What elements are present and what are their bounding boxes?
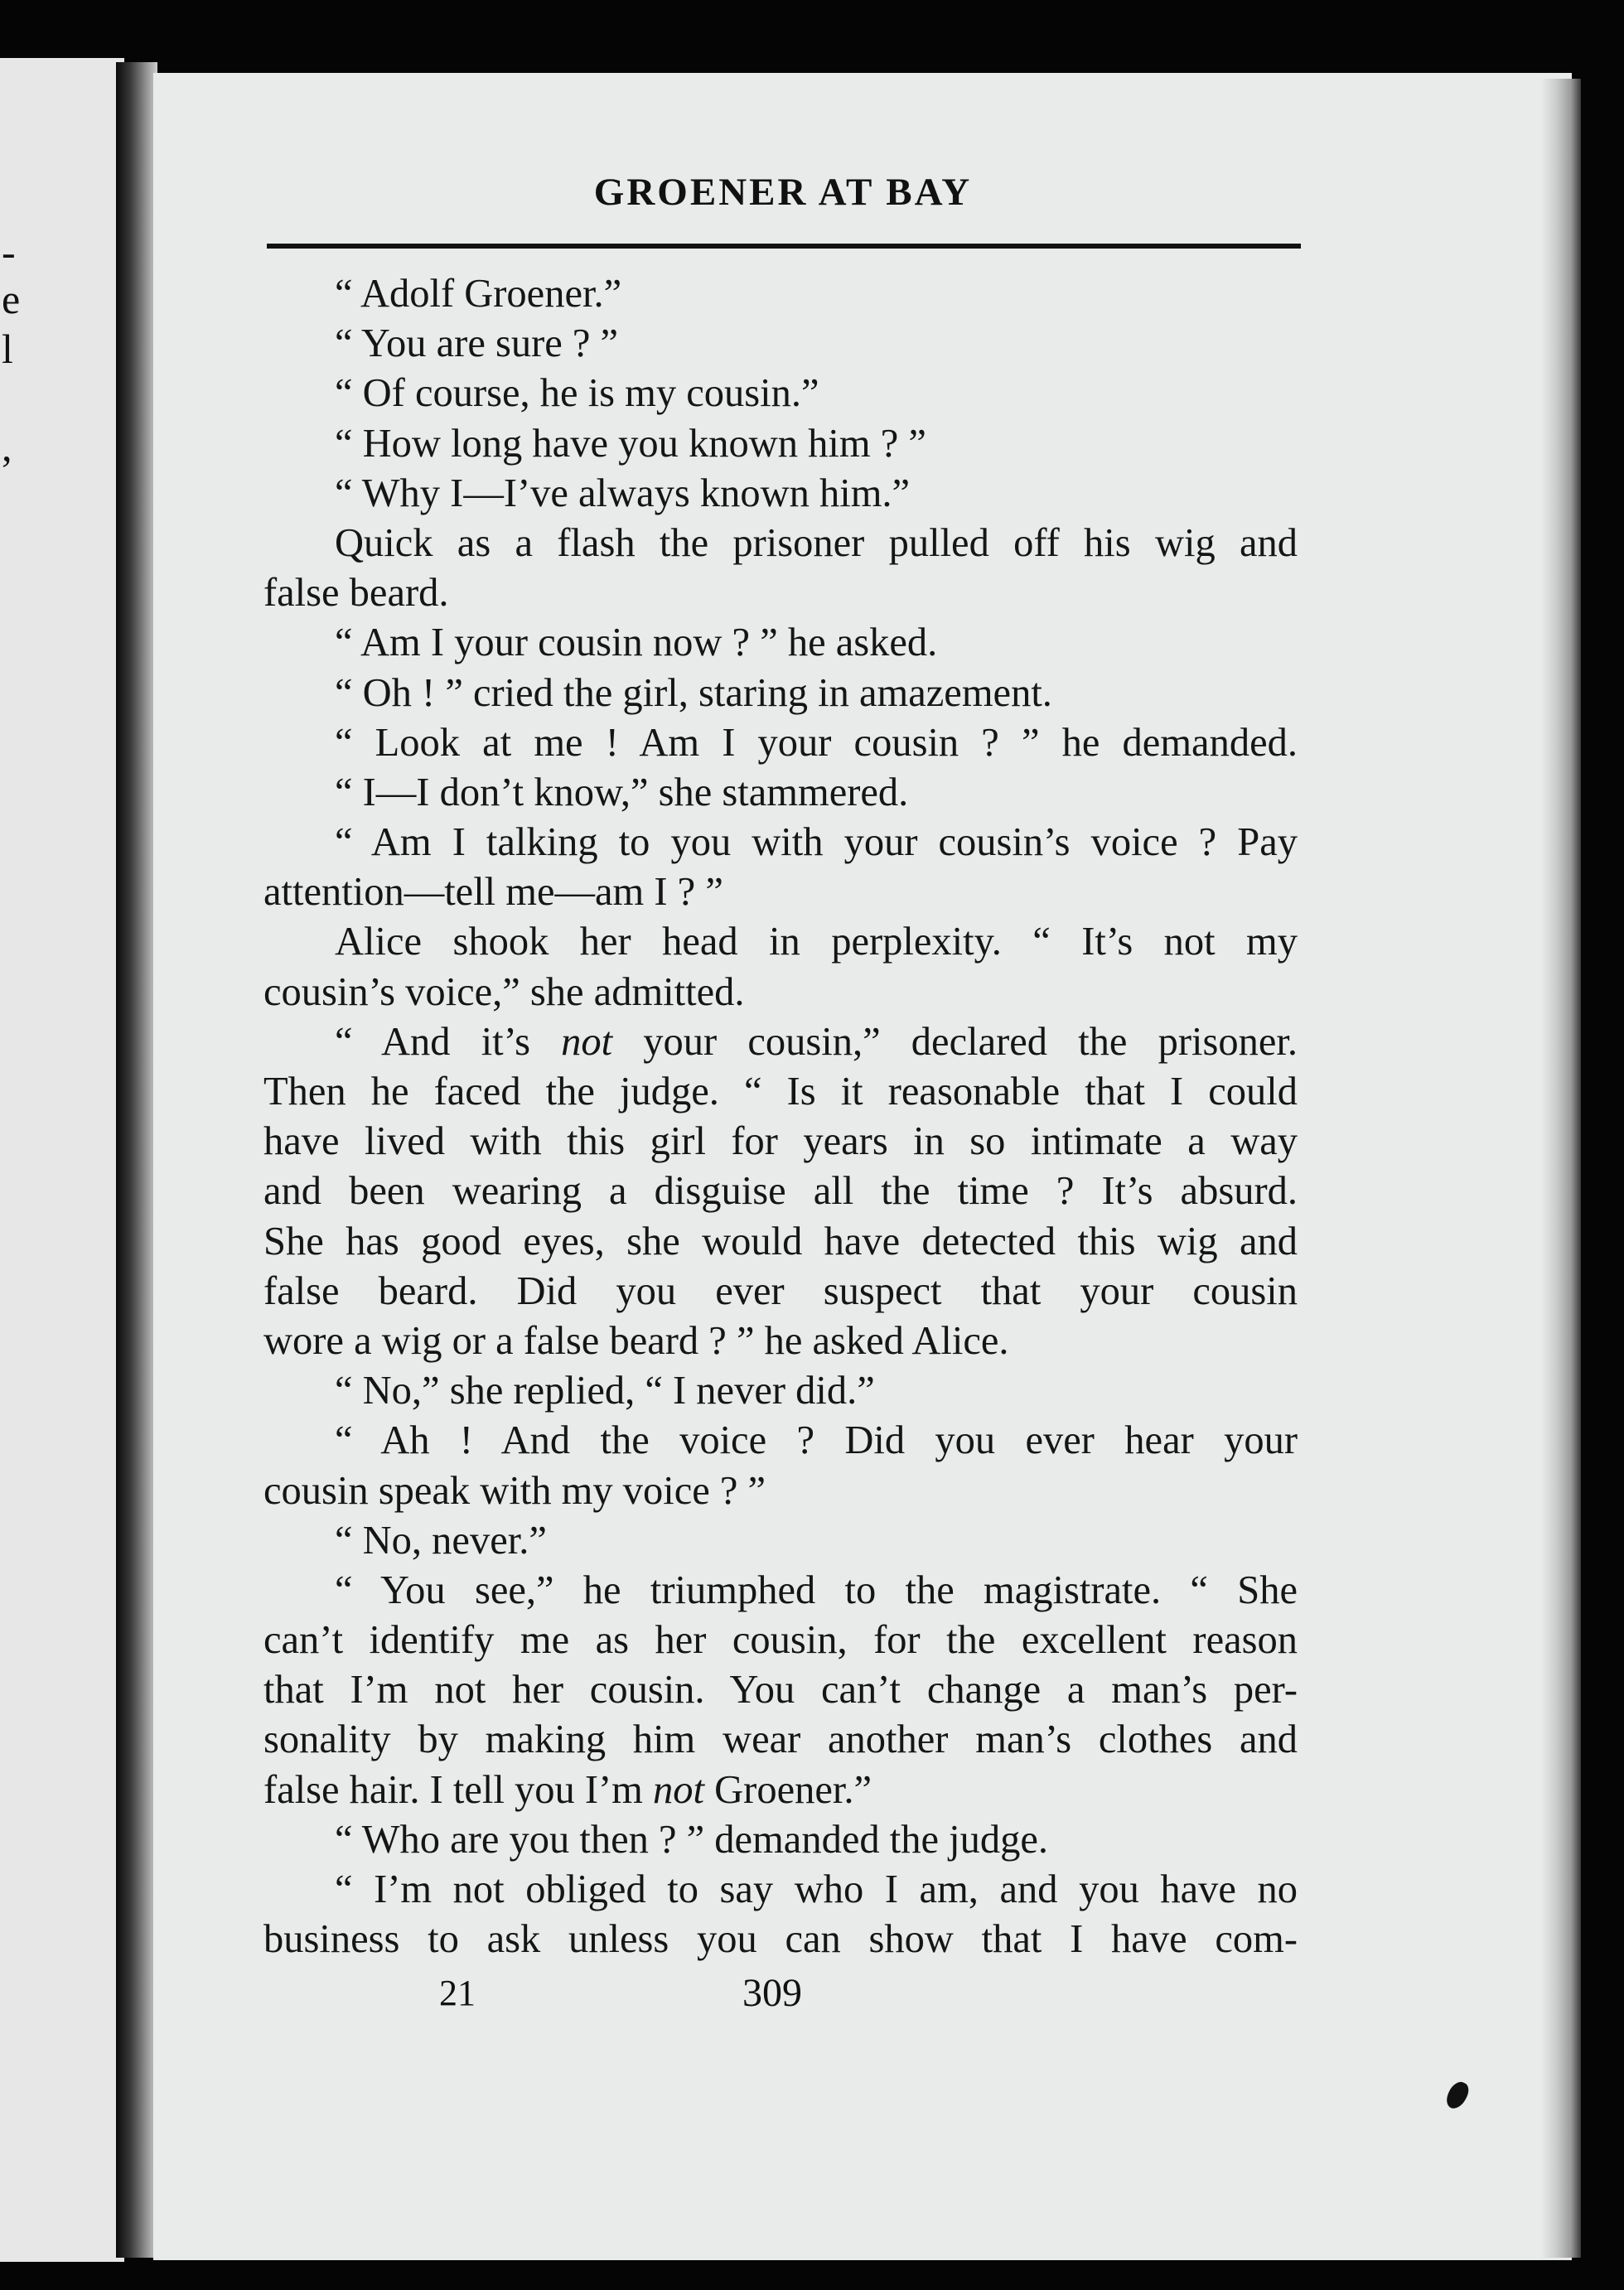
- body-text: [263, 269, 1298, 1964]
- text-line: “ I’m not obliged to say who I am, and you have no: [335, 1867, 1298, 1911]
- left-page-fragment: -: [2, 229, 16, 275]
- text-line: Alice shook her head in perplexity. “ It’s not my: [335, 920, 1298, 964]
- text-line: “ Am I talking to you with your cousin’s voice ? Pay: [335, 820, 1298, 865]
- text-line: “ Look at me ! Am I your cousin ? ” he demanded.: [335, 720, 1298, 765]
- text-line: business to ask unless you can show that I have com-: [263, 1917, 1298, 1962]
- text-line: “ Ah ! And the voice ? Did you ever hear your: [335, 1418, 1298, 1463]
- text-line: “ Am I your cousin now ? ” he asked.: [335, 621, 938, 665]
- text-line: She has good eyes, she would have detected this wig and: [263, 1219, 1298, 1263]
- text-line: that I’m not her cousin. You can’t change a man’s per-: [263, 1668, 1298, 1713]
- text-line: “ Of course, he is my cousin.”: [335, 371, 819, 416]
- text-line: “ Adolf Groener.”: [335, 272, 622, 316]
- text-line: false hair. I tell you I’m not Groener.”: [263, 1767, 872, 1812]
- left-page-fragment: e: [2, 276, 21, 322]
- left-page-fragment: ,: [2, 423, 12, 470]
- left-page-edge: [0, 58, 124, 2262]
- text-line: attention—tell me—am I ? ”: [263, 870, 723, 915]
- text-line: sonality by making him wear another man’s clothes and: [263, 1718, 1298, 1762]
- signature-mark: 21: [439, 1973, 476, 2013]
- text-line: false beard.: [263, 571, 449, 616]
- text-line: “ No, never.”: [335, 1518, 547, 1563]
- header-rule: [267, 244, 1301, 249]
- text-line: “ How long have you known him ? ”: [335, 421, 926, 466]
- text-line: cousin speak with my voice ? ”: [263, 1468, 766, 1513]
- text-line: “ You see,” he triumphed to the magistrate. “ She: [335, 1568, 1298, 1612]
- text-line: have lived with this girl for years in so intimate a way: [263, 1119, 1298, 1164]
- book-spine-shadow: [116, 62, 157, 2258]
- page-number: 309: [742, 1971, 802, 2015]
- text-line: “ Who are you then ? ” demanded the judge.: [335, 1817, 1048, 1862]
- text-line: wore a wig or a false beard ? ” he asked Alice.: [263, 1318, 1009, 1363]
- text-line: Quick as a flash the prisoner pulled off his wig and: [335, 520, 1298, 565]
- text-line: “ And it’s not your cousin,” declared the prisoner.: [335, 1019, 1298, 1064]
- text-line: can’t identify me as her cousin, for the excellent reason: [263, 1618, 1298, 1663]
- text-line: “ You are sure ? ”: [335, 321, 619, 366]
- text-line: Then he faced the judge. “ Is it reasonable that I could: [263, 1070, 1298, 1114]
- page-right-edge: [1541, 79, 1581, 2258]
- text-line: false beard. Did you ever suspect that your cousin: [263, 1268, 1298, 1313]
- text-line: “ No,” she replied, “ I never did.”: [335, 1369, 875, 1413]
- text-line: and been wearing a disguise all the time ? It’s absurd.: [263, 1169, 1298, 1214]
- text-line: “ Why I—I’ve always known him.”: [335, 471, 911, 515]
- left-page-fragment: l: [2, 326, 13, 372]
- text-line: “ Oh ! ” cried the girl, staring in amazement.: [335, 670, 1052, 715]
- running-header: GROENER AT BAY: [593, 171, 973, 214]
- text-line: cousin’s voice,” she admitted.: [263, 969, 745, 1014]
- text-line: “ I—I don’t know,” she stammered.: [335, 770, 909, 814]
